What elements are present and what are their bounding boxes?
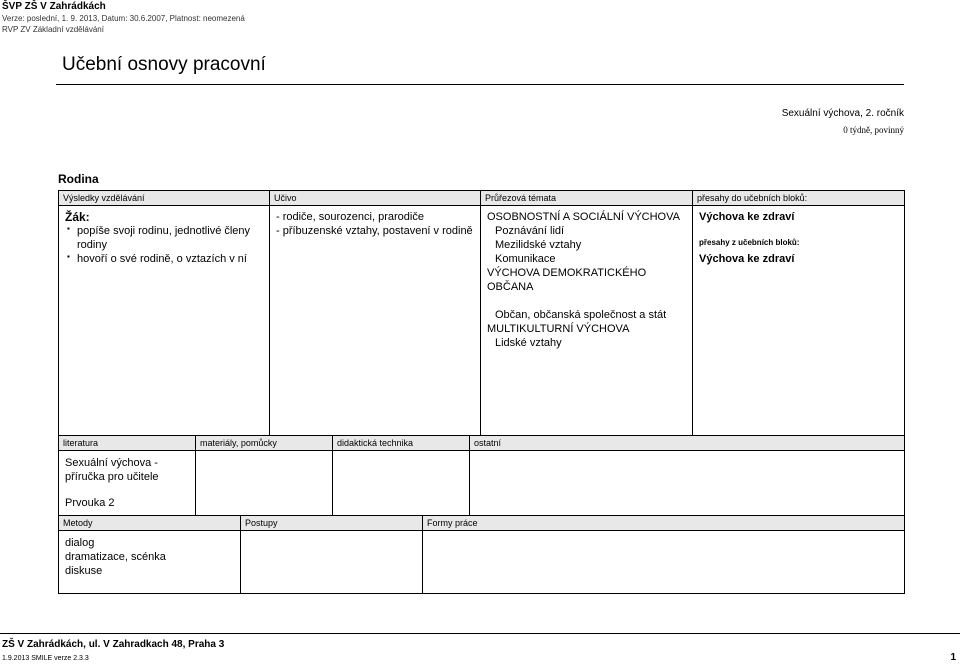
- header-content: Učivo: [270, 191, 481, 206]
- procedures-cell: [241, 531, 423, 594]
- header-work-forms: Formy práce: [423, 516, 905, 531]
- section-title: Rodina: [58, 172, 99, 186]
- outcome-item: ▪ popíše svoji rodinu, jednotlivé členy rodiny: [65, 224, 263, 252]
- theme-item: Mezilidské vztahy: [495, 239, 582, 251]
- theme-group-title: OSOBNOSTNÍ A SOCIÁLNÍ VÝCHOVA: [487, 211, 680, 223]
- header-literature: literatura: [59, 436, 196, 451]
- version-line: Verze: poslední, 1. 9. 2013, Datum: 30.6.2007, Platnost: neomezená: [2, 14, 245, 23]
- literature-item: Sexuální výchova - příručka pro učitele: [65, 457, 159, 483]
- method-item: dialog: [65, 537, 95, 549]
- header-procedures: Postupy: [241, 516, 423, 531]
- theme-group-title: MULTIKULTURNÍ VÝCHOVA: [487, 323, 630, 335]
- header-links-to: přesahy do učebních bloků:: [693, 191, 905, 206]
- curriculum-table: [58, 190, 905, 436]
- outcome-item: ▪ hovoří o své rodině, o vztazích v ní: [65, 252, 263, 266]
- theme-item: Lidské vztahy: [495, 337, 562, 349]
- outcomes-list: [65, 224, 263, 266]
- header-themes: Průřezová témata: [481, 191, 693, 206]
- footer-version: 1.9.2013 SMILE verze 2.3.3: [2, 655, 89, 662]
- themes-cell: [481, 206, 693, 436]
- weekly-hours: 0 týdně, povinný: [843, 125, 904, 135]
- page-number: 1: [950, 652, 956, 663]
- header-outcomes: Výsledky vzdělávání: [59, 191, 270, 206]
- methods-cell: [59, 531, 241, 594]
- header-other: ostatní: [470, 436, 905, 451]
- method-item: dramatizace, scénka: [65, 551, 166, 563]
- page-title: Učební osnovy pracovní: [62, 54, 266, 75]
- methods-table: [58, 515, 905, 594]
- outcomes-cell: [59, 206, 270, 436]
- header-materials: materiály, pomůcky: [196, 436, 333, 451]
- theme-item: Poznávání lidí: [495, 225, 565, 237]
- header-methods: Metody: [59, 516, 241, 531]
- school-title: ŠVP ZŠ V Zahrádkách: [2, 1, 106, 12]
- footer-address: ZŠ V Zahrádkách, ul. V Zahradkach 48, Praha 3: [2, 639, 225, 650]
- content-cell: [270, 206, 481, 436]
- pupil-label: Žák:: [65, 210, 90, 224]
- theme-item: Komunikace: [495, 253, 556, 265]
- header-technology: didaktická technika: [333, 436, 470, 451]
- work-forms-cell: [423, 531, 905, 594]
- footer-divider: [0, 633, 960, 634]
- program-line: RVP ZV Základní vzdělávání: [2, 25, 104, 34]
- content-item: - příbuzenské vztahy, postavení v rodině: [276, 225, 473, 237]
- link-to-block: Výchova ke zdraví: [699, 211, 795, 223]
- content-item: - rodiče, sourozenci, prarodiče: [276, 211, 424, 223]
- links-cell: [693, 206, 905, 436]
- links-from-label: přesahy z učebních bloků:: [699, 238, 800, 247]
- literature-table: [58, 435, 905, 526]
- theme-item: Občan, občanská společnost a stát: [495, 309, 667, 321]
- subject-grade: Sexuální výchova, 2. ročník: [781, 108, 904, 119]
- method-item: diskuse: [65, 565, 103, 577]
- literature-item: Prvouka 2: [65, 497, 115, 509]
- link-from-block: Výchova ke zdraví: [699, 253, 795, 265]
- theme-group-title: VÝCHOVA DEMOKRATICKÉHO OBČANA: [487, 267, 647, 293]
- title-divider: [56, 84, 904, 85]
